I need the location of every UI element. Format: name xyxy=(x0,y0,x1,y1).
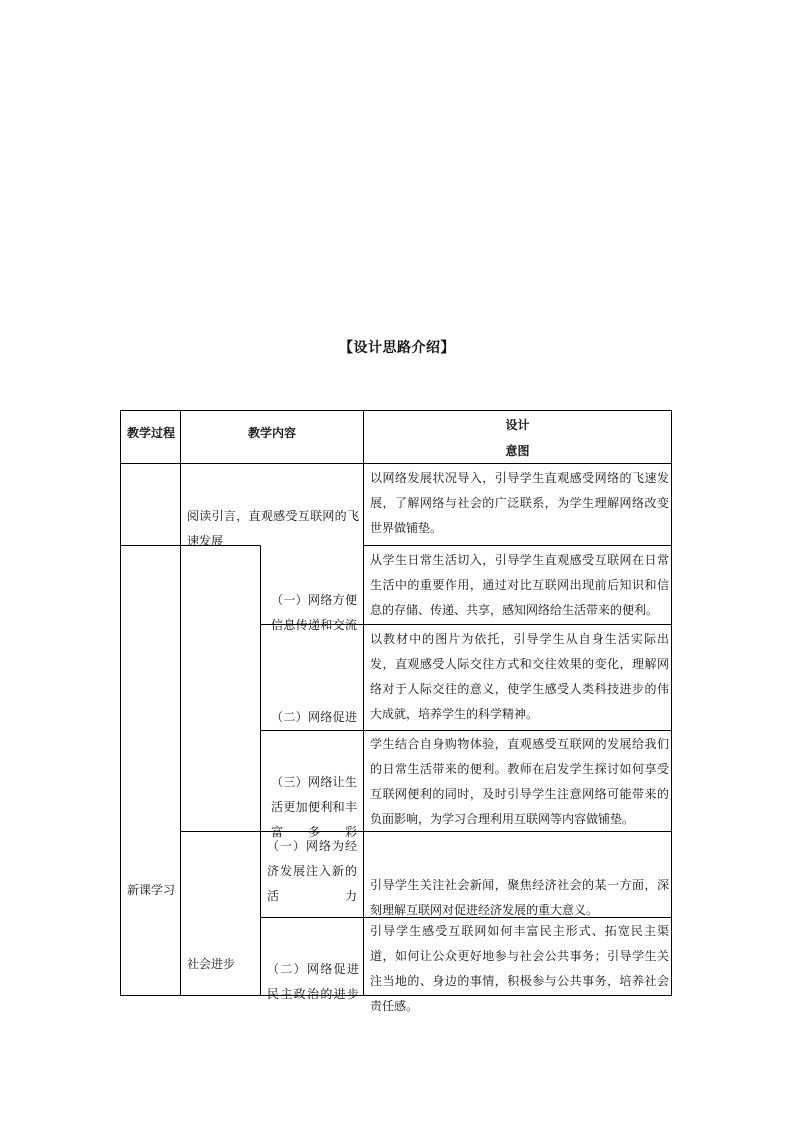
header-process: 教学过程 xyxy=(126,426,175,440)
intent-item-5: 引导学生感受互联网如何丰富民主形式、拓宽民主渠道，如何让公众更好地参与社会公共事务；引导学生关注当地的、身边的事情，积极参与公共事务，培养社会责任感。 xyxy=(370,924,669,1013)
intent-item-3: 学生结合自身购物体验，直观感受互联网的发展给我们的日常生活带来的便利。教师在启发学生探讨如何享受互联网便利的同时，及时引导学生注意网络可能带来的负面影响，为学习合理利用互联网等内容做铺垫。 xyxy=(370,737,669,826)
sub-item-1: （一）网络方便信息传递和交流 xyxy=(271,593,357,632)
section-part2-label: 社会进步 xyxy=(187,957,236,971)
page-title: 【设计思路介绍】 xyxy=(339,340,455,356)
section-process-label: 新课学习 xyxy=(126,883,175,897)
intro-intent: 以网络发展状况导入，引导学生直观感受网络的飞速发展，了解网络与社会的广泛联系，为学生理解网络改变世界做铺垫。 xyxy=(370,471,669,535)
sub-item-4: （一）网络为经济发展注入新的活力 xyxy=(267,839,357,903)
header-intent-line2: 意图 xyxy=(505,444,530,458)
intro-content: 阅读引言，直观感受互联网的飞速发展 xyxy=(187,509,359,548)
intent-item-1: 从学生日常生活切入，引导学生直观感受互联网在日常生活中的重要作用，通过对比互联网出现前后知识和信息的存储、传递、共享，感知网络给生活带来的便利。 xyxy=(370,553,669,617)
intent-item-4: 引导学生关注社会新闻，聚焦经济社会的某一方面，深刻理解互联网对促进经济发展的重大意义。 xyxy=(370,878,669,917)
header-intent-line1: 设计 xyxy=(505,418,530,432)
header-content: 教学内容 xyxy=(247,426,296,440)
sub-item-2: （二）网络促进 xyxy=(271,710,357,724)
intent-item-2: 以教材中的图片为依托，引导学生从自身生活实际出发，直观感受人际交往方式和交往效果的变化，理解网络对于人际交往的意义，使学生感受人类科技进步的伟大成就，培养学生的科学精神。 xyxy=(370,632,669,721)
sub-item-5: （二）网络促进民主政治的进步 xyxy=(267,962,359,1001)
sub-item-3: （三）网络让生活更加便利和丰富多彩 xyxy=(271,775,357,839)
